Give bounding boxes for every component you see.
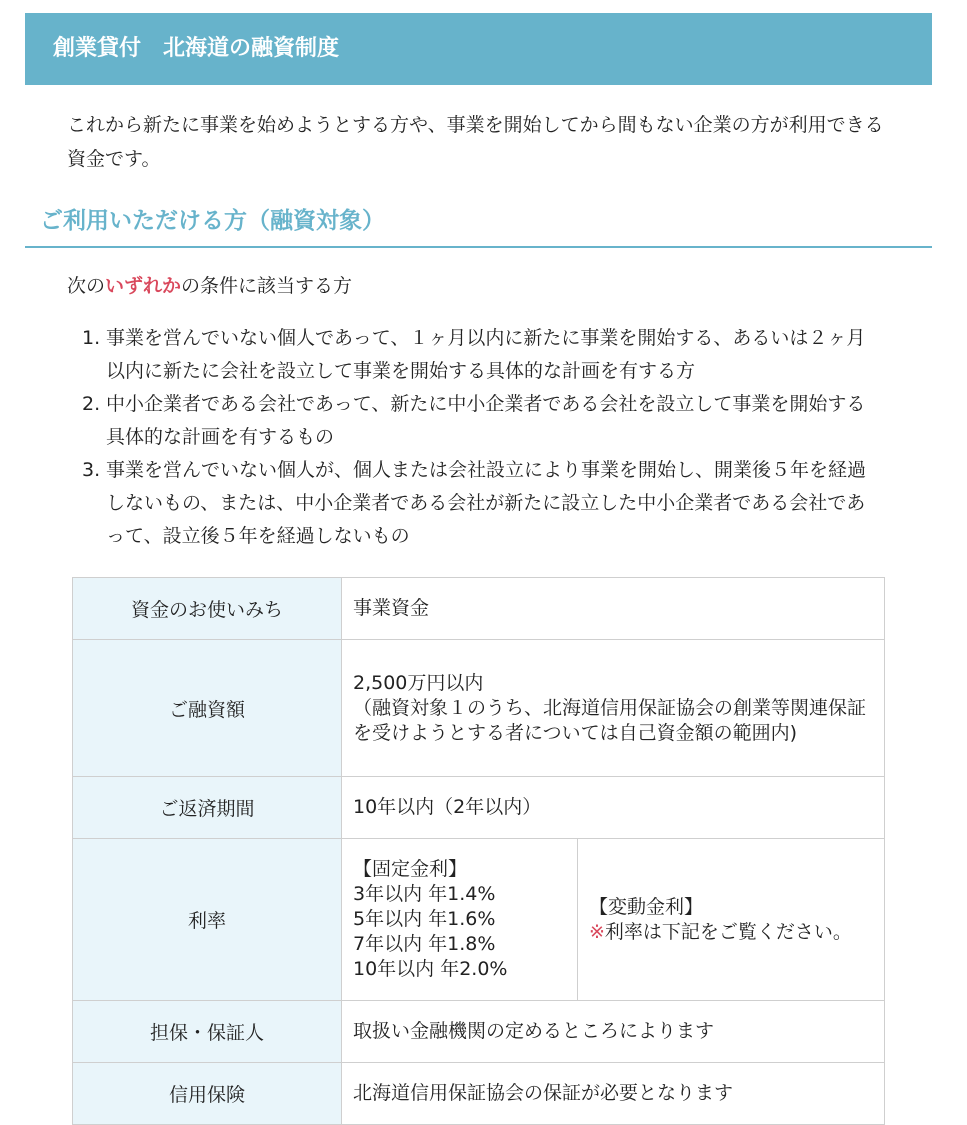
loan-terms-table xyxy=(72,577,885,1125)
amount-note: （融資対象１のうち、北海道信用保証協会の創業等関連保証を受けようとする者については自己資金額の範囲内) xyxy=(353,696,867,744)
conditions-list xyxy=(82,322,882,553)
collateral-label: 担保・保証人 xyxy=(73,1001,342,1063)
use-label: 資金のお使いみち xyxy=(73,578,342,640)
repay-label: ご返済期間 xyxy=(73,777,342,839)
amount-label: ご融資額 xyxy=(73,640,342,777)
fixed-rate-item: 5年以内 年1.6% xyxy=(353,908,496,930)
repay-value: 10年以内（2年以内） xyxy=(342,777,885,839)
fixed-rate-title: 【固定金利】 xyxy=(353,858,468,880)
fixed-rate-item: 10年以内 年2.0% xyxy=(353,958,508,980)
intro-text: これから新たに事業を始めようとする方や、事業を開始してから間もない企業の方が利用できる資金です。 xyxy=(67,114,884,170)
conditions-lead xyxy=(67,270,352,302)
variable-rate-title: 【変動金利】 xyxy=(589,895,704,918)
list-text: 事業を営んでいない個人が、個人または会社設立により事業を開始し、開業後５年を経過しないもの、または、中小企業者である会社が新たに設立した中小企業者である会社であって、設立後５年を経過しないもの xyxy=(106,459,867,547)
lead-prefix: 次の xyxy=(67,275,106,297)
list-text: 中小企業者である会社であって、新たに中小企業者である会社を設立して事業を開始する具体的な計画を有するもの xyxy=(106,393,866,448)
note-mark: ※ xyxy=(589,920,605,943)
list-text: 事業を営んでいない個人であって、１ヶ月以内に新たに事業を開始する、あるいは２ヶ月以内に新たに会社を設立して事業を開始する具体的な計画を有する方 xyxy=(106,327,866,382)
fixed-rate-item: 7年以内 年1.8% xyxy=(353,933,496,955)
rate-label: 利率 xyxy=(73,839,342,1001)
collateral-value: 取扱い金融機関の定めるところによります xyxy=(342,1001,885,1063)
lead-suffix: の条件に該当する方 xyxy=(181,275,353,297)
guarantee-label: 信用保険 xyxy=(73,1063,342,1125)
table-row xyxy=(73,839,885,1001)
variable-rate-cell xyxy=(578,839,885,1001)
table-row xyxy=(73,1001,885,1063)
guarantee-value: 北海道信用保証協会の保証が必要となります xyxy=(342,1063,885,1125)
page-header xyxy=(25,13,932,85)
use-value: 事業資金 xyxy=(342,578,885,640)
table-row xyxy=(73,777,885,839)
section-heading: ご利用いただける方（融資対象） xyxy=(40,208,385,234)
list-number: 1. xyxy=(82,327,101,349)
section-divider xyxy=(25,246,932,248)
variable-rate-note: 利率は下記をご覧ください。 xyxy=(604,920,852,943)
amount-value: 2,500万円以内 xyxy=(353,671,484,694)
list-item xyxy=(82,388,882,454)
list-number: 2. xyxy=(82,393,101,415)
amount-cell xyxy=(342,640,885,777)
table-row xyxy=(73,640,885,777)
table-row xyxy=(73,1063,885,1125)
fixed-rate-item: 3年以内 年1.4% xyxy=(353,883,496,905)
page-title: 創業貸付 北海道の融資制度 xyxy=(53,36,340,61)
list-item xyxy=(82,454,882,553)
table-row xyxy=(73,578,885,640)
variable-rate-note-line xyxy=(589,920,874,945)
lead-emphasis: いずれか xyxy=(105,275,182,297)
list-item xyxy=(82,322,882,388)
fixed-rate-cell xyxy=(342,839,578,1001)
list-number: 3. xyxy=(82,459,101,481)
